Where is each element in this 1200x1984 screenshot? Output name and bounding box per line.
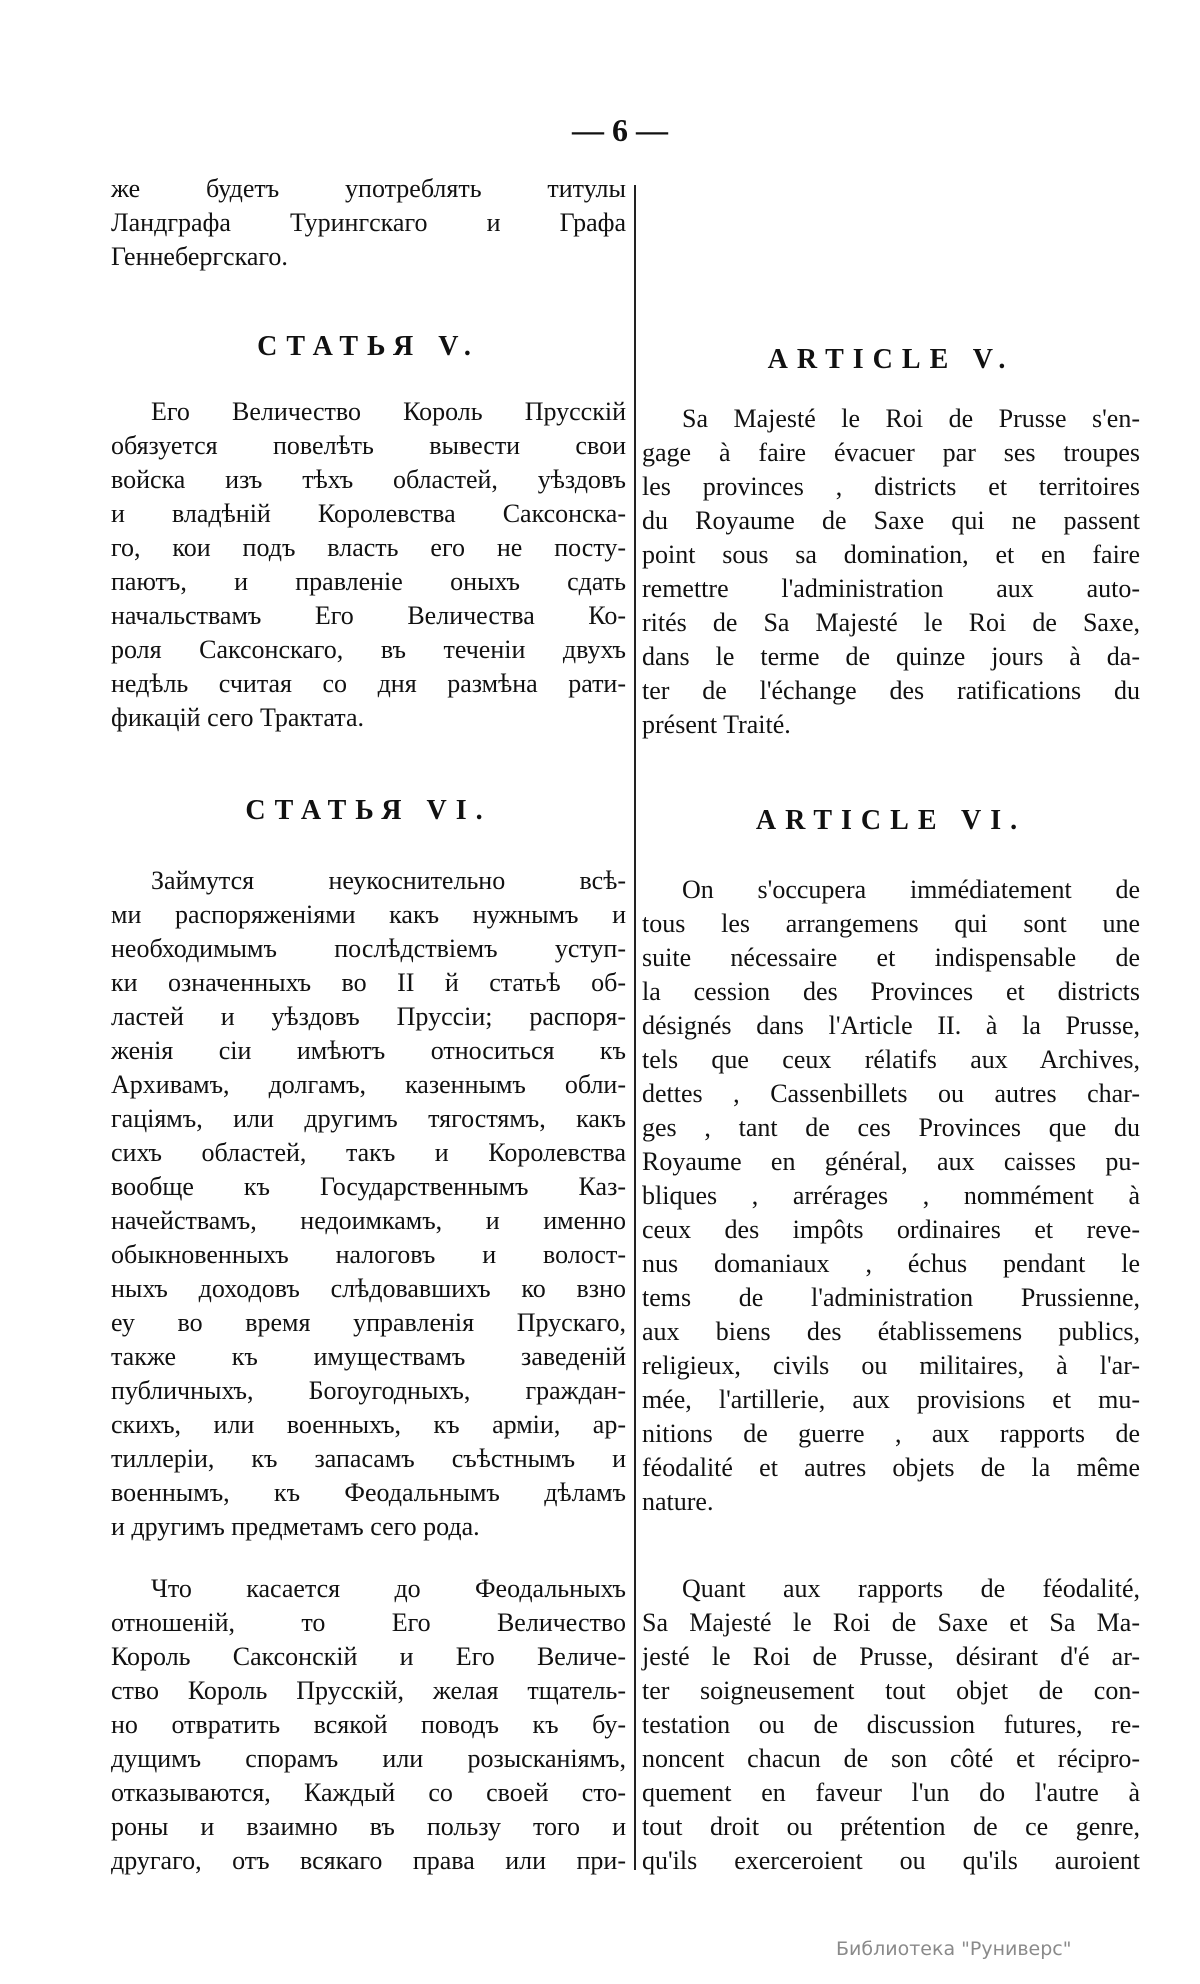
text-line: noncent chacun de son côté et récipro- — [642, 1744, 1140, 1773]
text-line: публичныхъ, Богоугодныхъ, граждан- — [111, 1376, 626, 1405]
text-line: religieux, civils ou militaires, à l'ar- — [642, 1351, 1140, 1380]
text-line: Его Величество Король Прусскій — [151, 397, 626, 426]
left-article-6-heading: СТАТЬЯ VI. — [245, 795, 492, 826]
text-line: tems de l'administration Prussienne, — [642, 1283, 1140, 1312]
text-line: testation ou de discussion futures, re- — [642, 1710, 1140, 1739]
text-line: tels que ceux rélatifs aux Archives, — [642, 1045, 1140, 1074]
text-line: tout droit ou prétention de ce genre, — [642, 1812, 1140, 1841]
text-line: гаціямъ, или другимъ тягостямъ, какъ — [111, 1104, 626, 1133]
left-article-6-paragraph — [111, 864, 626, 1544]
text-line: la cession des Provinces et districts — [642, 977, 1140, 1006]
text-line: и другимъ предметамъ сего рода. — [111, 1512, 480, 1541]
text-line: отношеній, то Его Величество — [111, 1608, 626, 1637]
text-line: du Royaume de Saxe qui ne passent — [642, 506, 1140, 535]
text-line: начействамъ, недоимкамъ, и именно — [111, 1206, 626, 1235]
text-line: войска изъ тѣхъ областей, уѣздовъ — [111, 465, 626, 494]
text-line: Royaume en général, aux caisses pu- — [642, 1147, 1140, 1176]
text-line: Король Саксонскій и Его Величе- — [111, 1642, 626, 1671]
text-line: mée, l'artillerie, aux provisions et mu- — [642, 1385, 1140, 1414]
text-line: но отвратить всякой поводъ къ бу- — [111, 1710, 626, 1739]
library-watermark: Библиотека "Руниверс" — [836, 1938, 1072, 1960]
text-line: тиллеріи, къ запасамъ съѣстнымъ и — [111, 1444, 626, 1473]
text-line: rités de Sa Majesté le Roi de Saxe, — [642, 608, 1140, 637]
text-line: обязуется повелѣть вывести свои — [111, 431, 626, 460]
text-line: remettre l'administration aux auto- — [642, 574, 1140, 603]
text-line: дущимъ спорамъ или розысканіямъ, — [111, 1744, 626, 1773]
text-line: bliques , arrérages , nommément à — [642, 1181, 1140, 1210]
text-line: военнымъ, къ Феодальнымъ дѣламъ — [111, 1478, 626, 1507]
text-line: tous les arrangemens qui sont une — [642, 909, 1140, 938]
text-line: les provinces , districts et territoires — [642, 472, 1140, 501]
text-line: jesté le Roi de Prusse, désirant d'é ar- — [642, 1642, 1140, 1671]
text-line: ges , tant de ces Provinces que du — [642, 1113, 1140, 1142]
text-line: Что касается до Феодальныхъ — [151, 1574, 626, 1603]
text-line: же будетъ употреблять титулы — [111, 174, 626, 203]
text-line: Sa Majesté le Roi de Prusse s'en- — [682, 404, 1140, 433]
text-line: nature. — [642, 1487, 714, 1516]
text-line: ство Король Прусскій, желая тщатель- — [111, 1676, 626, 1705]
text-line: On s'occupera immédiatement de — [682, 875, 1140, 904]
page-number: — 6 — — [572, 112, 668, 148]
text-line: Займутся неукоснительно всѣ- — [151, 866, 626, 895]
text-line: также къ имуществамъ заведеній — [111, 1342, 626, 1371]
text-line: ми распоряженіями какъ нужнымъ и — [111, 900, 626, 929]
right-article-5-paragraph — [642, 402, 1140, 742]
right-feudal-paragraph — [642, 1572, 1140, 1878]
text-line: qu'ils exerceroient ou qu'ils auroient — [642, 1846, 1140, 1875]
text-line: féodalité et autres objets de la même — [642, 1453, 1140, 1482]
text-line: роля Саксонскаго, въ теченіи двухъ — [111, 635, 626, 664]
text-line: Sa Majesté le Roi de Saxe et Sa Ma- — [642, 1608, 1140, 1637]
text-line: Архивамъ, долгамъ, казеннымъ обли- — [111, 1070, 626, 1099]
text-line: недѣль считая со дня размѣна рати- — [111, 669, 626, 698]
text-line: вообще къ Государственнымъ Каз- — [111, 1172, 626, 1201]
text-line: сихъ областей, такъ и Королевства — [111, 1138, 626, 1167]
text-line: начальствамъ Его Величества Ко- — [111, 601, 626, 630]
left-article-5-paragraph — [111, 395, 626, 735]
text-line: отказываются, Каждый со своей сто- — [111, 1778, 626, 1807]
text-line: désignés dans l'Article II. à la Prusse, — [642, 1011, 1140, 1040]
text-line: dettes , Cassenbillets ou autres char- — [642, 1079, 1140, 1108]
text-line: Quant aux rapports de féodalité, — [682, 1574, 1140, 1603]
left-article-5-heading: СТАТЬЯ V. — [257, 331, 480, 362]
text-line: фикацій сего Трактата. — [111, 703, 364, 732]
text-line: го, кои подъ власть его не посту- — [111, 533, 626, 562]
text-line: point sous sa domination, et en faire — [642, 540, 1140, 569]
right-article-5-heading: ARTICLE V. — [767, 344, 1015, 375]
left-intro-paragraph — [111, 172, 626, 274]
text-line: ter soigneusement tout objet de con- — [642, 1676, 1140, 1705]
text-line: другаго, отъ всякаго права или при- — [111, 1846, 626, 1875]
text-line: quement en faveur l'un do l'autre à — [642, 1778, 1140, 1807]
text-line: необходимымъ послѣдствіемъ уступ- — [111, 934, 626, 963]
text-line: ter de l'échange des ratifications du — [642, 676, 1140, 705]
text-line: nitions de guerre , aux rapports de — [642, 1419, 1140, 1448]
text-line: présent Traité. — [642, 710, 791, 739]
text-line: Геннебергскаго. — [111, 242, 288, 271]
text-line: обыкновенныхъ налоговъ и волост- — [111, 1240, 626, 1269]
right-article-6-paragraph — [642, 873, 1140, 1519]
text-line: еу во время управленія Прускаго, — [111, 1308, 626, 1337]
text-line: aux biens des établissemens publics, — [642, 1317, 1140, 1346]
right-article-6-heading: ARTICLE VI. — [755, 805, 1027, 836]
text-line: и владѣній Королевства Саксонска- — [111, 499, 626, 528]
column-divider — [634, 185, 636, 1870]
text-line: скихъ, или военныхъ, къ арміи, ар- — [111, 1410, 626, 1439]
text-line: dans le terme de quinze jours à da- — [642, 642, 1140, 671]
text-line: ceux des impôts ordinaires et reve- — [642, 1215, 1140, 1244]
text-line: паютъ, и правленіе оныхъ сдать — [111, 567, 626, 596]
text-line: nus domaniaux , échus pendant le — [642, 1249, 1140, 1278]
text-line: Ландграфа Турингскаго и Графа — [111, 208, 626, 237]
text-line: женія сіи имѣютъ относиться къ — [111, 1036, 626, 1065]
text-line: suite nécessaire et indispensable de — [642, 943, 1140, 972]
text-line: ныхъ доходовъ слѣдовавшихъ ко взно — [111, 1274, 626, 1303]
text-line: gage à faire évacuer par ses troupes — [642, 438, 1140, 467]
text-line: ки означенныхъ во II й статьѣ об- — [111, 968, 626, 997]
text-line: ластей и уѣздовъ Пруссіи; распоря- — [111, 1002, 626, 1031]
left-feudal-paragraph — [111, 1572, 626, 1878]
text-line: роны и взаимно въ пользу того и — [111, 1812, 626, 1841]
